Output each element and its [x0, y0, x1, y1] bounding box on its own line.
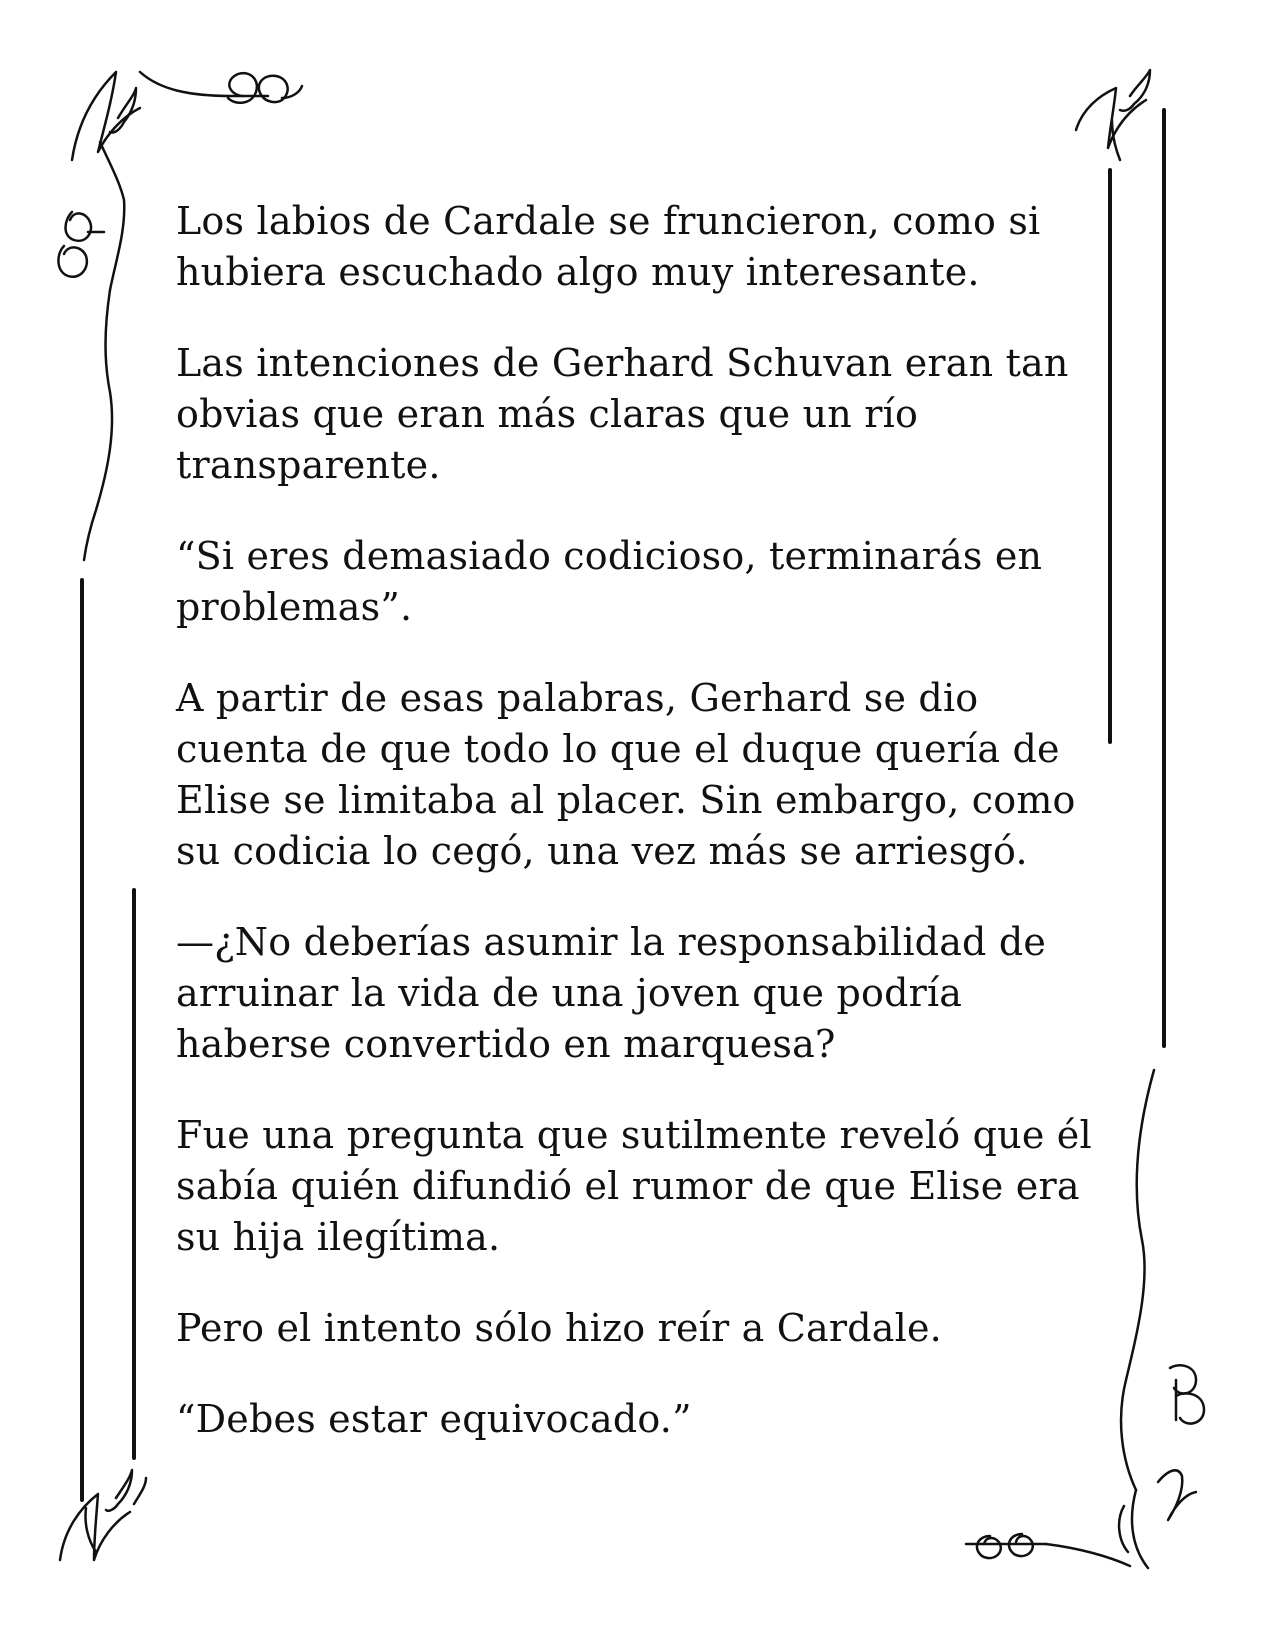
paragraph-6: Fue una pregunta que sutilmente reveló que él sabía quién difundió el rumor de que Elise era su hija ilegítima.: [176, 1113, 1092, 1259]
paragraph-5: —¿No deberías asumir la responsabilidad de arruinar la vida de una joven que podría haberse convertido en marquesa?: [176, 920, 1047, 1066]
paragraph-3: “Si eres demasiado codicioso, terminarás en problemas”.: [176, 534, 1043, 629]
flourish-top-right-icon: [1076, 70, 1150, 160]
paragraph-4: A partir de esas palabras, Gerhard se dio cuenta de que todo lo que el duque quería de Elise se limitaba al placer. Sin embargo, como su codicia lo cegó, una vez más se arriesgó.: [176, 676, 1076, 873]
paragraph-8: “Debes estar equivocado.”: [176, 1397, 692, 1441]
paragraph-2: Las intenciones de Gerhard Schuvan eran tan obvias que eran más claras que un río transparente.: [176, 341, 1069, 487]
paragraph-7: Pero el intento sólo hizo reír a Cardale.: [176, 1306, 942, 1350]
document-body: [176, 196, 1096, 1485]
paragraph-1: Los labios de Cardale se fruncieron, como si hubiera escuchado algo muy interesante.: [176, 199, 1041, 294]
flourish-bottom-left-icon: [60, 1470, 146, 1560]
